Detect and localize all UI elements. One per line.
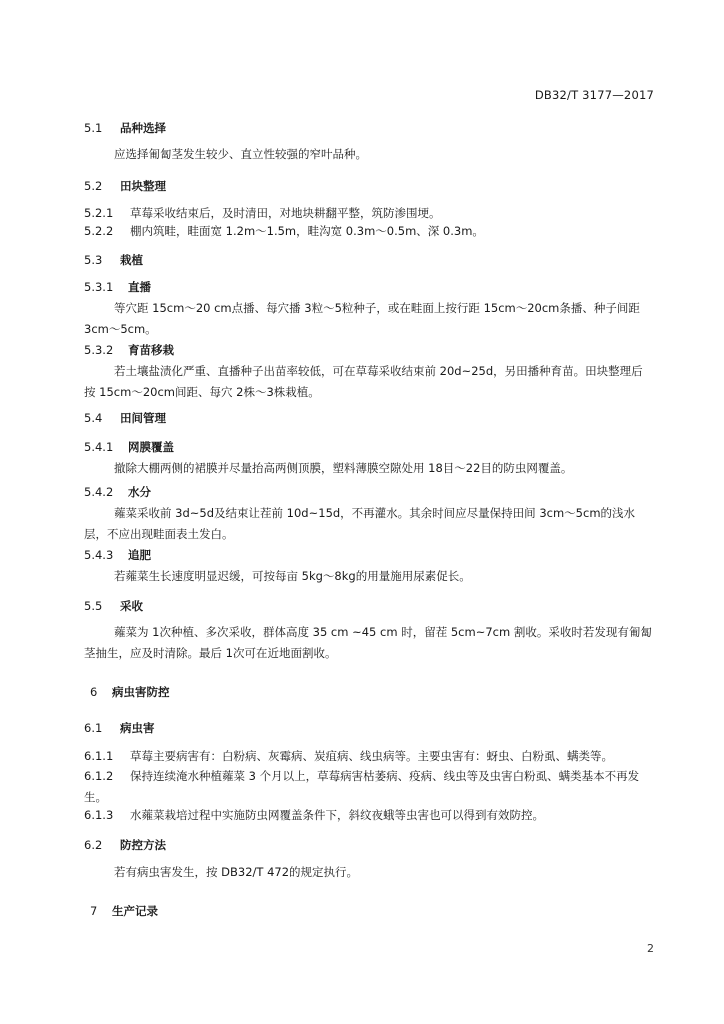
clause-5-2-1: 5.2.1 草莓采收结束后，及时清田，对地块耕翻平整，筑防渗围埂。: [84, 206, 441, 220]
section-5-3-2-body: 若土壤盐渍化严重、直播种子出苗率较低，可在草莓采收结束前 20d~25d，另田播种育苗。田块整理后按 15cm～20cm间距、每穴 2株～3株栽植。: [84, 364, 643, 399]
section-5-3-heading: 5.3 栽植: [84, 253, 143, 267]
section-5-1-body: 应选择匍匐茎发生较少、直立性较强的窄叶品种。: [114, 147, 367, 161]
clause-6-1-2: 6.1.2 保持连续淹水种植蕹菜 3 个月以上，草莓病害枯萎病、疫病、线虫等及虫害白粉虱、螨类基本不再发生。: [84, 769, 640, 804]
section-6-2-heading: 6.2 防控方法: [84, 838, 166, 852]
document-id-header: DB32/T 3177—2017: [534, 88, 654, 102]
section-5-5-heading: 5.5 采收: [84, 599, 143, 613]
section-5-4-1-heading: 5.4.1 网膜覆盖: [84, 440, 174, 454]
section-6-1-heading: 6.1 病虫害: [84, 721, 155, 735]
page-number: 2: [647, 942, 654, 955]
section-5-4-3-heading: 5.4.3 追肥: [84, 548, 151, 562]
chapter-6-heading: 6 病虫害防控: [90, 685, 170, 699]
clause-6-1-3: 6.1.3 水蕹菜栽培过程中实施防虫网覆盖条件下，斜纹夜蛾等虫害也可以得到有效防控。: [84, 808, 544, 822]
section-5-2-heading: 5.2 田块整理: [84, 179, 166, 193]
section-5-4-2-heading: 5.4.2 水分: [84, 485, 151, 499]
chapter-7-heading: 7 生产记录: [90, 904, 158, 918]
section-5-4-2-body: 蕹菜采收前 3d~5d及结束让茬前 10d~15d，不再灌水。其余时间应尽量保持田间 3cm～5cm的浅水层，不应出现畦面表土发白。: [84, 506, 636, 541]
section-5-3-1-body: 等穴距 15cm～20 cm点播、每穴播 3粒～5粒种子，或在畦面上按行距 15cm～20cm条播、种子间距 3cm～5cm。: [84, 301, 640, 336]
section-6-2-body: 若有病虫害发生，按 DB32/T 472的规定执行。: [114, 865, 359, 879]
section-5-3-1-heading: 5.3.1 直播: [84, 280, 151, 294]
clause-5-2-2: 5.2.2 棚内筑畦，畦面宽 1.2m～1.5m，畦沟宽 0.3m～0.5m、深 0.3m。: [84, 224, 484, 238]
section-5-4-heading: 5.4 田间管理: [84, 411, 166, 425]
clause-6-1-1: 6.1.1 草莓主要病害有：白粉病、灰霉病、炭疽病、线虫病等。主要虫害有：蚜虫、白粉虱、螨类等。: [84, 749, 613, 763]
section-5-4-3-body: 若蕹菜生长速度明显迟缓，可按每亩 5kg～8kg的用量施用尿素促长。: [114, 569, 471, 583]
section-5-4-1-body: 撤除大棚两侧的裙膜并尽量抬高两侧顶膜，塑料薄膜空隙处用 18目～22目的防虫网覆盖。: [114, 461, 573, 475]
section-5-3-2-heading: 5.3.2 育苗移栽: [84, 343, 174, 357]
section-5-1-heading: 5.1 品种选择: [84, 121, 166, 135]
section-5-5-body: 蕹菜为 1次种植、多次采收，群体高度 35 cm ~45 cm 时，留茬 5cm~7cm 割收。采收时若发现有匍匐茎抽生，应及时清除。最后 1次可在近地面割收。: [84, 625, 652, 660]
